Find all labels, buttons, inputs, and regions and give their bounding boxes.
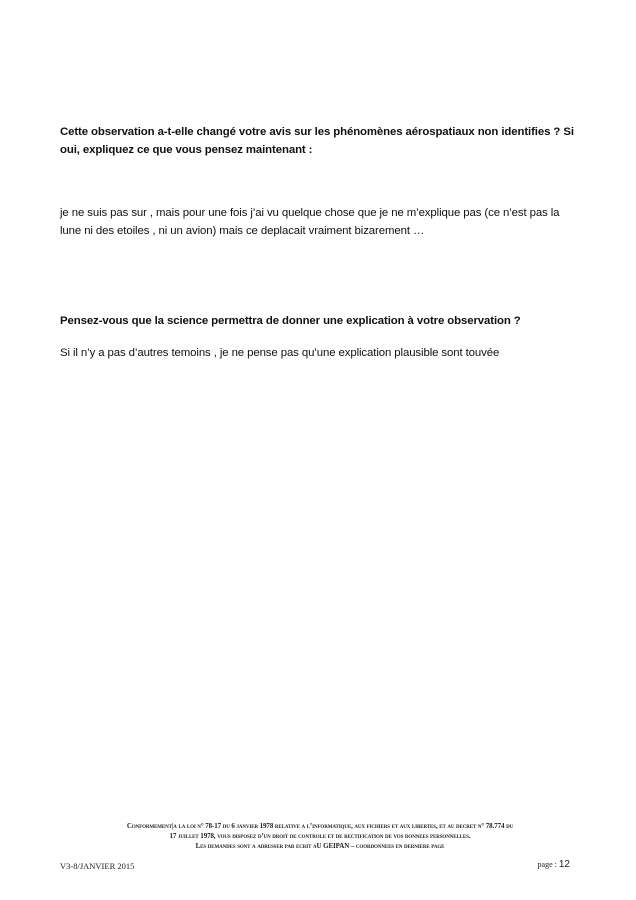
legal-notice-line-1: Conformement|a la loi n° 78-17 du 6 janvier 1978 relative a l’informatique, aux fichiers et aux libertes, et au decret n° 78.774 du [126, 822, 514, 830]
document-version: V3-8/JANVIER 2015 [60, 861, 135, 871]
page-indicator [538, 859, 570, 870]
answer-1: je ne suis pas sur , mais pour une fois j’ai vu quelque chose que je ne m’explique pas (ce n’est pas la lune ni des etoiles , ni un avion) mais ce deplacait vraiment bizarement … [60, 207, 560, 237]
legal-notice-line-3: Les demandes sont a adresser par ecrit aU GEIPAN – coordonnees en derniere page [195, 842, 445, 850]
question-1: Cette observation a-t-elle changé votre avis sur les phénomènes aérospatiaux non identifies ? Si oui, expliquez ce que vous pensez maintenant : [60, 126, 574, 156]
legal-notice [60, 821, 580, 851]
page-label: page : [537, 860, 557, 869]
legal-notice-line-2: 17 juillet 1978, vous disposez d’un droit de controle et de rectification de vos donnees personnelles. [169, 832, 471, 840]
question-2: Pensez-vous que la science permettra de donner une explication à votre observation ? [60, 315, 521, 327]
answer-2: Si il n’y a pas d’autres temoins , je ne pense pas qu’une explication plausible sont touvée [60, 347, 500, 359]
page-number: 12 [558, 859, 570, 870]
